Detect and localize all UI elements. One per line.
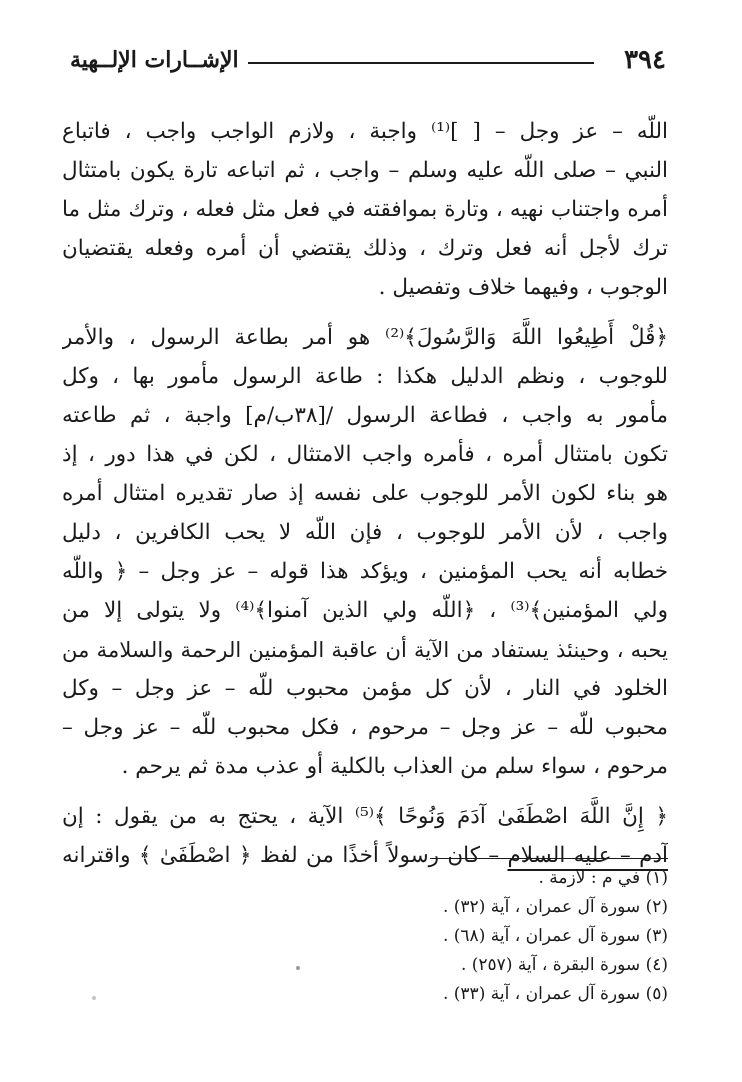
text-line: أمره واجتناب نهيه ، وتارة بموافقته في فعل مثل فعله ، وترك مثل ما: [62, 197, 668, 222]
text-line: واجب ، لأن الأمر للوجوب ، فإن اللّه لا يحب الكافرين ، دليل: [62, 520, 668, 545]
footnote: (٣) سورة آل عمران ، آية (٦٨) .: [442, 926, 668, 946]
paragraph-gap: [62, 307, 668, 318]
footnote: (٥) سورة آل عمران ، آية (٣٣) .: [442, 984, 668, 1004]
text-line: مأمور به واجب ، فطاعة الرسول /[٣٨ب/م] واجبة ، ثم طاعته: [62, 403, 668, 428]
text-line: ﴿قُلْ أَطِيعُوا اللَّهَ وَالرَّسُولَ﴾⁽²⁾ هو أمر بطاعة الرسول ، والأمر: [62, 325, 668, 350]
text-line: تكون بامتثال أمره ، فأمره واجب الامتثال ، لكن في هذا دور ، إذ: [62, 442, 668, 467]
text-line: للوجوب ، ونظم الدليل هكذا : طاعة الرسول مأمور بها ، وكل: [62, 364, 668, 389]
text-line: ترك لأجل أنه فعل وترك ، وذلك يقتضي أن أمره وفعله يقتضيان: [62, 236, 668, 261]
text-line: الوجوب ، وفيهما خلاف وتفصيل .: [378, 275, 668, 300]
footnote: (٤) سورة البقرة ، آية (٢٥٧) .: [460, 955, 668, 975]
footnote: (١) في م : لازمة .: [538, 868, 668, 888]
page-number: ٣٩٤: [624, 45, 666, 75]
footnote: (٢) سورة آل عمران ، آية (٣٢) .: [442, 897, 668, 917]
text-line: مرحوم ، سواء سلم من العذاب بالكلية أو عذب مدة ثم يرحم .: [121, 754, 668, 779]
text-line: ﴿ إِنَّ اللَّهَ اصْطَفَىٰ آدَمَ وَنُوحًا ﴾⁽⁵⁾ الآية ، يحتج به من يقول : إن: [62, 804, 668, 829]
text-line: محبوب للّه – عز وجل – مرحوم ، فكل محبوب للّه – عز وجل –: [62, 715, 668, 740]
text-line: اللّه – عز وجل – [ ]⁽¹⁾ واجبة ، ولازم الواجب واجب ، فاتباع: [62, 119, 668, 144]
text-line: يحبه ، وحينئذ يستفاد من الآية أن عاقبة المؤمنين الرحمة والسلامة من: [62, 637, 668, 662]
footnote-separator: [430, 858, 668, 859]
scan-speck: [92, 996, 96, 1000]
header-rule: [248, 62, 594, 64]
scan-speck: [296, 966, 300, 970]
text-line: ولي المؤمنين﴾⁽³⁾ ، ﴿اللّه ولي الذين آمنوا﴾⁽⁴⁾ ولا يتولى إلا من: [62, 598, 668, 623]
running-title: الإشــارات الإلــهية: [70, 47, 239, 73]
text-line: خطابه أنه يحب المؤمنين ، ويؤكد هذا قوله – عز وجل – ﴿ واللّه: [62, 559, 668, 584]
underlined-phrase: آدم – عليه السلام: [507, 843, 668, 868]
text-line: النبي – صلى اللّه عليه وسلم – واجب ، ثم اتباعه تارة يكون بامتثال: [62, 158, 668, 183]
page-header: [70, 40, 666, 80]
text-line: هو بناء لكون الأمر للوجوب على نفسه إذ صار تقديره امتثال أمره: [62, 481, 668, 506]
footnotes: [300, 864, 668, 1009]
text-line: الخلود في النار ، لأن كل مؤمن محبوب للّه – عز وجل – وكل: [62, 676, 668, 701]
paragraph-gap: [62, 786, 668, 797]
text-line: آدم – عليه السلام – كان رسولاً أخذًا من لفظ ﴿ اصْطَفَىٰ ﴾ واقترانه: [62, 843, 668, 868]
main-text: [62, 112, 668, 875]
